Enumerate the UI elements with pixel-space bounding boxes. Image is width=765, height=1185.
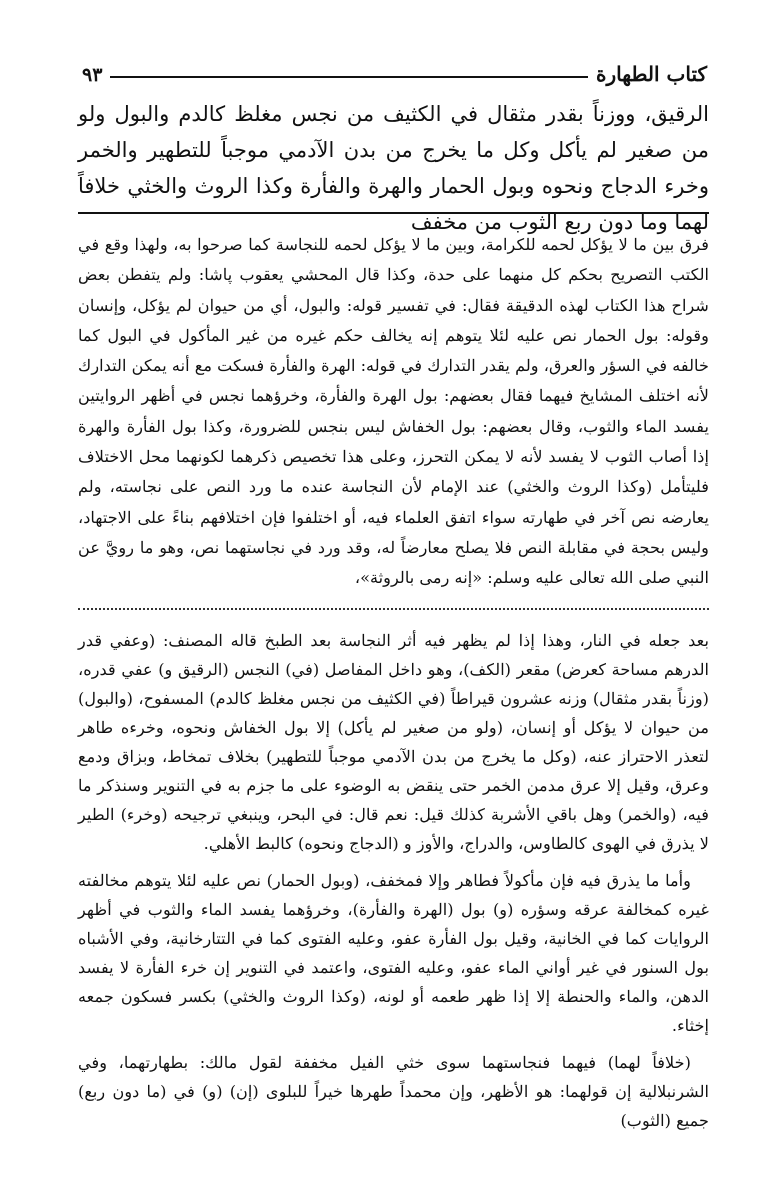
commentary-paragraph: وأما ما يذرق فيه فإن مأكولاً فطاهر وإلا فمخفف، (وبول الحمار) نص عليه لئلا يتوهم مخالفته غيره كمخالفة عرقه وسؤره (و) بول (الهرة والفأرة)، وخرؤهما يفسد الماء والثوب في أظهر الروايات كما في الخانية، وقيل بول الفأرة عفو، وعليه الفتوى كما في التتارخانية، وفي الأشباه بول السنور في غير أواني الماء عفو، وعليه الفتوى، واعتمد في التنوير إن خرء الفأرة لا يفسد الدهن، والماء والحنطة إلا إذا ظهر طعمه أو لونه، (وكذا الروث والخثي) بكسر فسكون جمعه إخثاء. [78,871,709,1035]
commentary-second [78,626,709,1143]
header-rule [110,76,588,78]
commentary-first: فرق بين ما لا يؤكل لحمه للكرامة، وبين ما لا يؤكل لحمه للنجاسة كما صرحوا به، ولهذا وقع في الكتب التصريح بحكم كل منهما على حدة، وكذا قال المحشي يعقوب پاشا: ولم يتفطن بعض شراح هذا الكتاب لهذه الدقيقة فقال: في تفسير قوله: والبول، أي من حيوان لم يؤكل، وإنسان وقوله: بول الحمار نص عليه لئلا يتوهم إنه يخالف حكم غيره من غير المأكول في البول كما خالفه في السؤر والعرق، ولم يقدر التدارك في قوله: الهرة والفأرة فسكت مع أنه يمكن التدارك لأنه اختلف المشايخ فيهما فقال بعضهم: بول الهرة والفأرة، وخرؤهما نجس في أظهر الروايتين يفسد الماء والثوب، وقال بعضهم: بول الخفاش ليس بنجس للضرورة، وكذا بول الفأرة والهرة إذا أصاب الثوب لا يفسد لأنه لا يمكن التحرز، وعلى هذا تخصيص ذكرهما لكونهما محل الاختلاف فليتأمل (وكذا الروث والخثي) عند الإمام لأن النجاسة عنده ما ورد النص على نجاسته، ولم يعارضه نص آخر في طهارته سواء اتفق العلماء فيه، أو اختلفوا فإن اختلافهم بناءً على الاجتهاد، وليس بحجة في مقابلة النص فلا يصلح معارضاً له، وقد ورد في نجاستهما نص، وهو ما رويَّ عن النبي صلى الله تعالى عليه وسلم: «إنه رمى بالروثة»، [78,235,709,588]
text-divider [78,212,709,214]
running-header [82,52,707,86]
chapter-title: كتاب الطهارة [596,62,707,86]
commentary-paragraph: (خلافاً لهما) فيهما فنجاستهما سوى خثي الفيل مخففة لقول مالك: بطهارتهما، وفي الشرنبلالية إن قولهما: هو الأظهر، وإن محمداً طهرها خيراً للبلوى (إن) (و) في (ما دون ربع) جميع (الثوب) [78,1053,709,1130]
main-text: الرقيق، ووزناً بقدر مثقال في الكثيف من نجس مغلظ كالدم والبول ولو من صغير لم يأكل وكل ما يخرج من بدن الآدمي موجباً للتطهير والخمر وخرء الدجاج ونحوه وبول الحمار والهرة والفأرة وكذا الروث والخثي خلافاً لهما وما دون ربع الثوب من مخفف [78,102,709,234]
commentary-paragraph: بعد جعله في النار، وهذا إذا لم يظهر فيه أثر النجاسة بعد الطبخ قاله المصنف: (وعفي قدر الدرهم مساحة كعرض) مقعر (الكف)، وهو داخل المفاصل (في) النجس (الرقيق و) عفي قدره، (وزناً بقدر مثقال) وزنه عشرون قيراطاً (في الكثيف من نجس مغلظ كالدم) المسفوح، (والبول) من حيوان لا يؤكل أو إنسان، (ولو من صغير لم يأكل) إلا بول الخفاش ونحوه، وخرءه طاهر لتعذر الاحتراز عنه، (وكل ما يخرج من بدن الآدمي موجباً للتطهير) بخلاف تمخاط، وبزاق ودمع وعرق، وقيل إلا عرق مدمن الخمر حتى ينقض به الوضوء على ما جزم به في التنوير وسنذكر ما فيه، (والخمر) وهل باقي الأشربة كذلك قيل: نعم قال: في البحر، وينبغي ترجيحه (وخرء) الطير لا يذرق في الهوى كالطاوس، والدراج، والأوز و (الدجاج ونحوه) كالبط الأهلي. [78,631,709,853]
page-number: ٩٣ [82,64,103,86]
commentary-divider [78,608,709,610]
